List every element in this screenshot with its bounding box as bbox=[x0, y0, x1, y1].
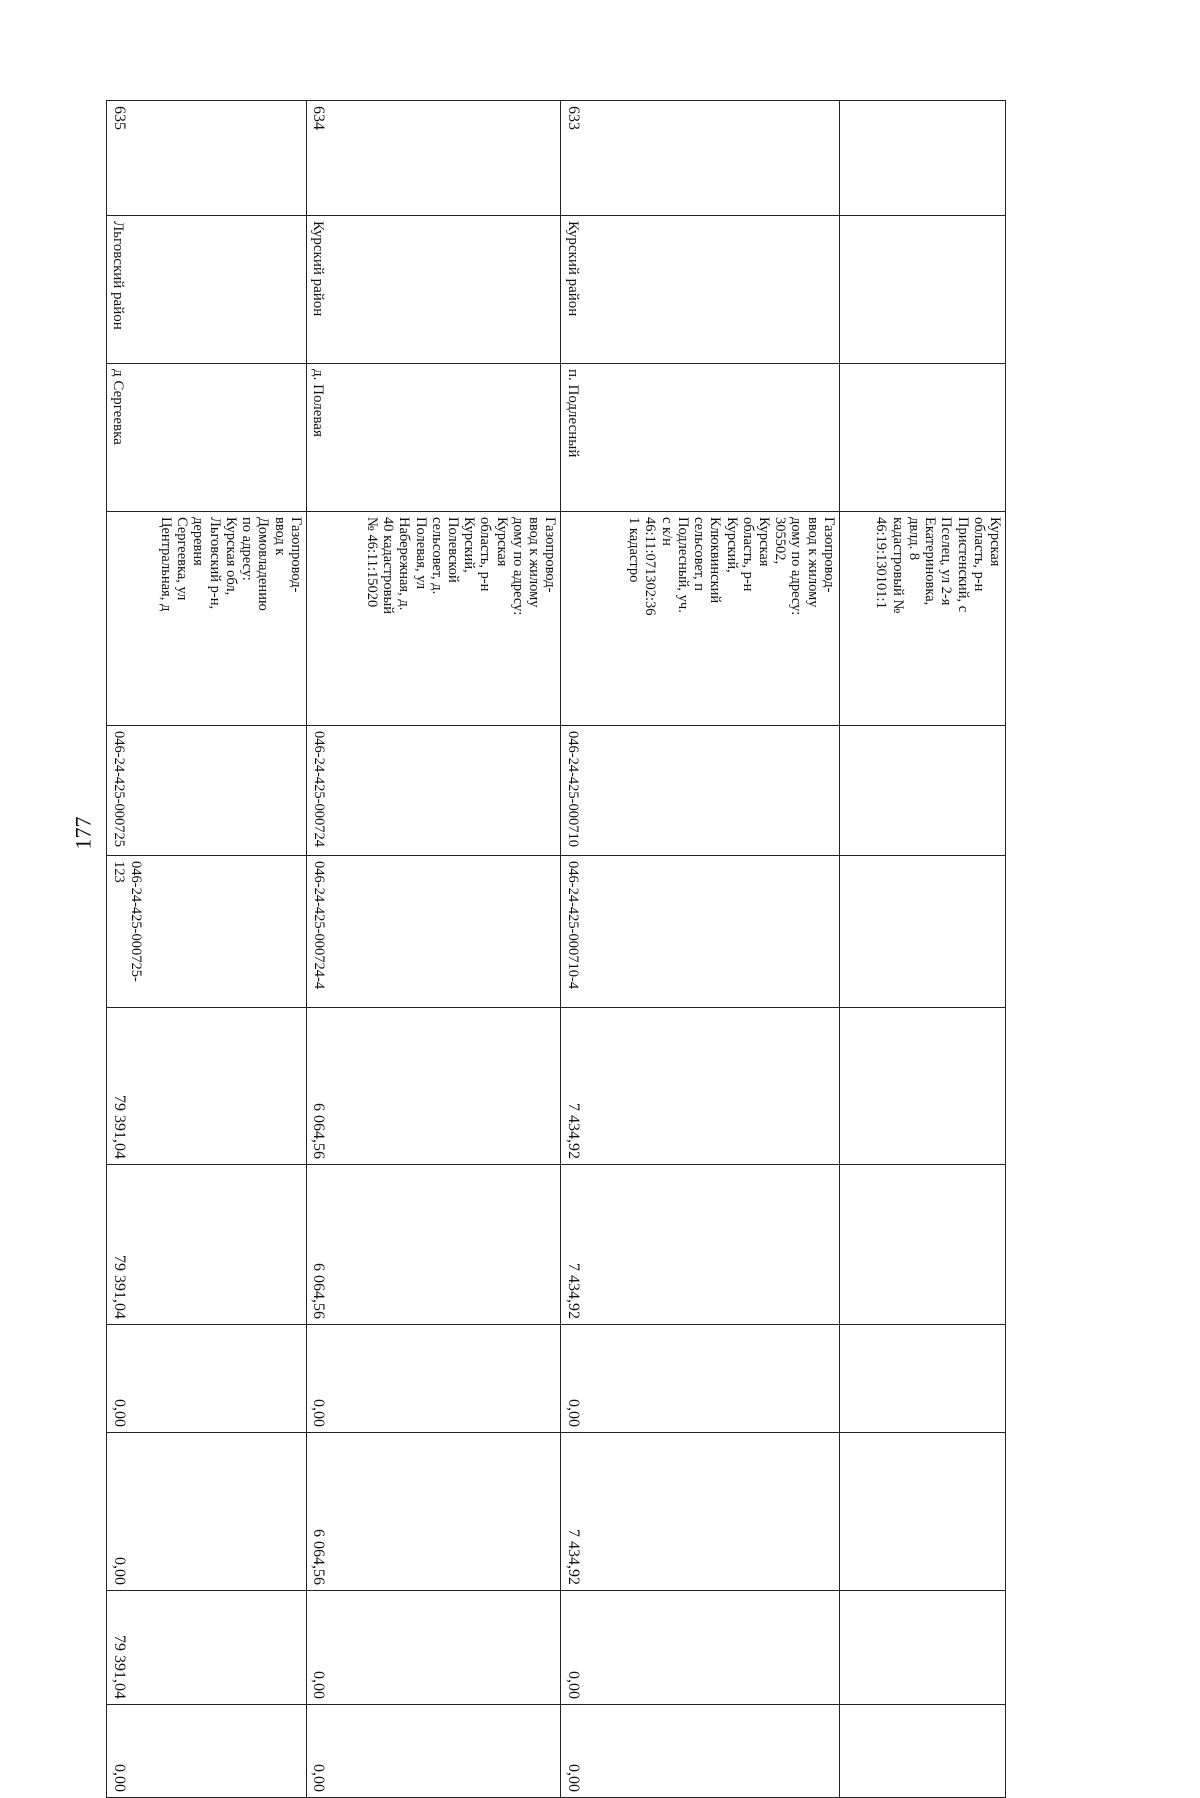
cell-district: Льговский район bbox=[107, 216, 307, 364]
cell-no: 634 bbox=[306, 101, 561, 216]
cell-v4: 7 434,92 bbox=[561, 1433, 840, 1591]
cell-description: Газопровод- ввод к жилому дому по адресу: Курская область, р-н Курский, Полевской сельсовет, д. Полевая, ул Набережная, д. 40 кадастровый № 46:11:15020 bbox=[306, 512, 561, 726]
table-row-continuation bbox=[839, 101, 1005, 1798]
cell-no bbox=[839, 101, 1005, 216]
cell-v2: 79 391,04 bbox=[107, 1165, 307, 1325]
cell-v2: 7 434,92 bbox=[561, 1165, 840, 1325]
cell-no: 633 bbox=[561, 101, 840, 216]
cell-district bbox=[839, 216, 1005, 364]
cell-v1: 79 391,04 bbox=[107, 1008, 307, 1165]
cell-inventory bbox=[839, 726, 1005, 856]
cell-v1 bbox=[839, 1008, 1005, 1165]
cell-v6: 0,00 bbox=[107, 1705, 307, 1798]
cell-code: 046-24-425-000724-4 bbox=[306, 856, 561, 1008]
cell-v6 bbox=[839, 1705, 1005, 1798]
page-number: 177 bbox=[70, 816, 96, 850]
cell-description: Курская область, р-н Пристенский, с Пселец, ул 2-я Екатериновка, двлд. 8 кадастровый № 46:19:130101:1 bbox=[839, 512, 1005, 726]
cell-v3: 0,00 bbox=[561, 1325, 840, 1433]
cell-v3: 0,00 bbox=[107, 1325, 307, 1433]
cell-locality: п. Подлесный bbox=[561, 364, 840, 512]
cell-district: Курский район bbox=[306, 216, 561, 364]
cell-v3 bbox=[839, 1325, 1005, 1433]
cell-v4 bbox=[839, 1433, 1005, 1591]
cell-locality: д Сергеевка bbox=[107, 364, 307, 512]
cell-v6: 0,00 bbox=[561, 1705, 840, 1798]
cell-no: 635 bbox=[107, 101, 307, 216]
cell-v5: 0,00 bbox=[306, 1591, 561, 1705]
cell-inventory: 046-24-425-000710 bbox=[561, 726, 840, 856]
cell-inventory: 046-24-425-000725 bbox=[107, 726, 307, 856]
cell-v5: 0,00 bbox=[561, 1591, 840, 1705]
cell-code: 046-24-425-000725-123 bbox=[107, 856, 307, 1008]
cell-v1: 6 064,56 bbox=[306, 1008, 561, 1165]
cell-code: 046-24-425-000710-4 bbox=[561, 856, 840, 1008]
cell-v2 bbox=[839, 1165, 1005, 1325]
cell-description: Газопровод- ввод к жилому дому по адресу: 305502, Курская область, р-н Курский, Клюквинский сельсовет, п Подлесный, уч. с к/н 46:11:071302:36 1 кадастро bbox=[561, 512, 840, 726]
cell-district: Курский район bbox=[561, 216, 840, 364]
assets-table bbox=[106, 100, 1006, 1798]
cell-v5 bbox=[839, 1591, 1005, 1705]
cell-locality bbox=[839, 364, 1005, 512]
cell-description: Газопровод- ввод к Домовладению по адресу: Курская обл, Льговский р-н, деревня Сергеевка, ул Центральная, д bbox=[107, 512, 307, 726]
table-row bbox=[306, 101, 561, 1798]
cell-code bbox=[839, 856, 1005, 1008]
table-row bbox=[107, 101, 307, 1798]
table-row bbox=[561, 101, 840, 1798]
cell-locality: д. Полевая bbox=[306, 364, 561, 512]
cell-v4: 6 064,56 bbox=[306, 1433, 561, 1591]
cell-v1: 7 434,92 bbox=[561, 1008, 840, 1165]
cell-inventory: 046-24-425-000724 bbox=[306, 726, 561, 856]
cell-v3: 0,00 bbox=[306, 1325, 561, 1433]
cell-v4: 0,00 bbox=[107, 1433, 307, 1591]
cell-v6: 0,00 bbox=[306, 1705, 561, 1798]
cell-v5: 79 391,04 bbox=[107, 1591, 307, 1705]
cell-v2: 6 064,56 bbox=[306, 1165, 561, 1325]
rotated-table-container bbox=[106, 100, 1006, 1792]
